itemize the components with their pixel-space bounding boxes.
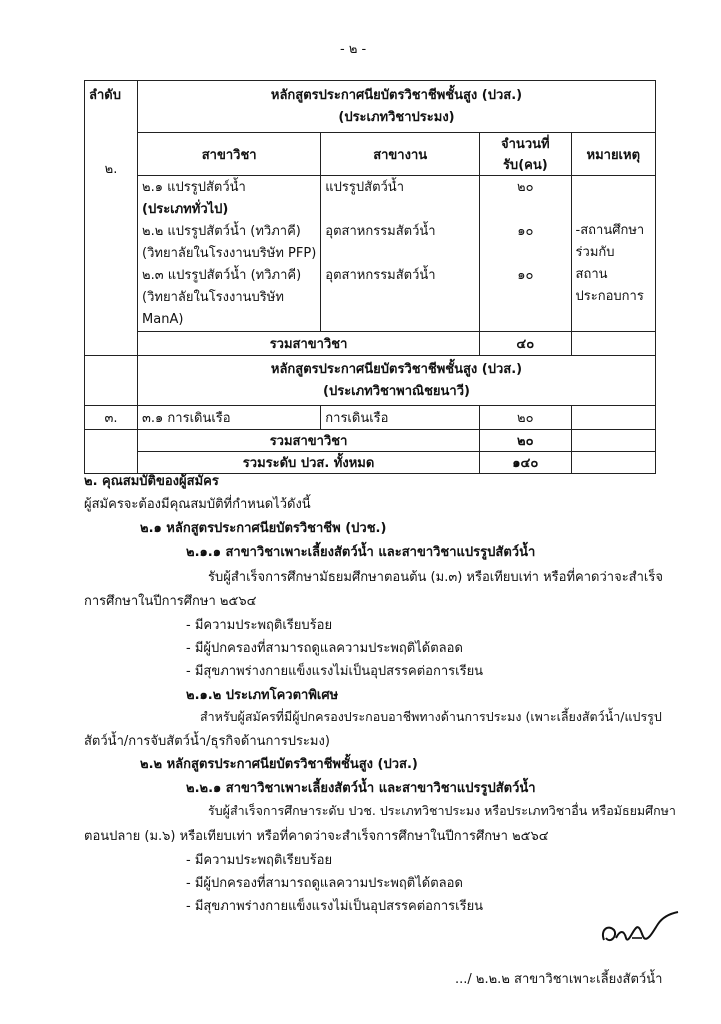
- quota-cell: ๒๐: [480, 406, 571, 430]
- section-title-line: หลักสูตรประกาศนียบัตรวิชาชีพชั้นสูง (ปวส.): [270, 361, 523, 377]
- field-cell: การเดินเรือ: [321, 406, 480, 430]
- subtotal-label: รวมสาขาวิชา: [138, 332, 480, 356]
- subtotal-label: รวมสาขาวิชา: [138, 430, 480, 452]
- para-2-1-2-line2: สัตว์น้ำ/การจับสัตว์น้ำ/ธุรกิจด้านการประมง): [84, 734, 330, 749]
- intro-text: ผู้สมัครจะต้องมีคุณสมบัติที่กำหนดไว้ดังนี้: [84, 497, 311, 512]
- field-cell: อุตสาหกรรมสัตว์น้ำ: [325, 224, 436, 239]
- bullet-item: - มีผู้ปกครองที่สามารถดูแลความประพฤติได้ตลอด: [186, 876, 463, 891]
- bullet-item: - มีสุขภาพร่างกายแข็งแรงไม่เป็นอุปสรรคต่อการเรียน: [186, 899, 484, 914]
- quota-cell: ๑๐: [517, 224, 534, 239]
- order-header: ลำดับ: [89, 88, 121, 103]
- heading-2-1-1: ๒.๑.๑ สาขาวิชาเพาะเลี้ยงสัตว์น้ำ และสาขาวิชาแปรรูปสัตว์น้ำ: [186, 545, 536, 560]
- remark-line: ร่วมกับ: [575, 245, 615, 260]
- heading-2-1: ๒.๑ หลักสูตรประกาศนียบัตรวิชาชีพ (ปวช.): [140, 521, 387, 536]
- bullet-item: - มีความประพฤติเรียบร้อย: [186, 618, 333, 633]
- program-line: (วิทยาลัยในโรงงานบริษัท PFP): [142, 246, 317, 261]
- grand-total-value: ๑๔๐: [480, 452, 571, 474]
- table-row: [85, 176, 656, 222]
- order-column: [85, 81, 138, 356]
- program-line: ๒.๒ แปรรูปสัตว์น้ำ (ทวิภาคี): [142, 224, 301, 239]
- quota-cell: ๑๐: [517, 268, 534, 283]
- bullet-item: - มีสุขภาพร่างกายแข็งแรงไม่เป็นอุปสรรคต่อการเรียน: [186, 664, 484, 679]
- program-line: ManA): [142, 312, 184, 327]
- continuation-footer: .../ ๒.๒.๒ สาขาวิชาเพาะเลี้ยงสัตว์น้ำ: [455, 972, 663, 987]
- section-title-maritime: [138, 356, 656, 406]
- section-title-line: หลักสูตรประกาศนียบัตรวิชาชีพชั้นสูง (ปวส.): [270, 87, 523, 103]
- para-2-1-2-line1: สำหรับผู้สมัครที่มีผู้ปกครองประกอบอาชีพทางด้านการประมง (เพาะเลี้ยงสัตว์น้ำ/แปรรูป: [200, 709, 662, 724]
- bullet-item: - มีผู้ปกครองที่สามารถดูแลความประพฤติได้ตลอด: [186, 641, 463, 656]
- program-cell: ๓.๑ การเดินเรือ: [138, 406, 321, 430]
- field-cell: แปรรูปสัตว์น้ำ: [325, 180, 404, 195]
- para-2-2-1-line2: ตอนปลาย (ม.๖) หรือเทียบเท่า หรือที่คาดว่าจะสำเร็จการศึกษาในปีการศึกษา ๒๕๖๔: [84, 829, 549, 844]
- program-line: ๒.๑ แปรรูปสัตว์น้ำ: [142, 180, 246, 195]
- section-subtitle-line: (ประเภทวิชาประมง): [338, 109, 455, 125]
- program-line: ๒.๓ แปรรูปสัตว์น้ำ (ทวิภาคี): [142, 268, 302, 283]
- header-quota: จำนวนที่รับ(คน): [480, 133, 571, 176]
- heading-2-2-1: ๒.๒.๑ สาขาวิชาเพาะเลี้ยงสัตว์น้ำ และสาขาวิชาแปรรูปสัตว์น้ำ: [186, 781, 536, 796]
- section-subtitle-line: (ประเภทวิชาพาณิชยนาวี): [323, 383, 470, 399]
- subtotal-row: [85, 332, 656, 356]
- heading-2-1-2: ๒.๑.๒ ประเภทโควตาพิเศษ: [186, 688, 339, 703]
- program-line: (ประเภททั่วไป): [142, 202, 229, 217]
- header-field: สาขางาน: [321, 133, 480, 176]
- para-2-2-1-line1: รับผู้สำเร็จการศึกษาระดับ ปวช. ประเภทวิชาประมง หรือประเภทวิชาอื่น หรือมัธยมศึกษา: [208, 803, 676, 818]
- bullet-item: - มีความประพฤติเรียบร้อย: [186, 853, 333, 868]
- quota-cell: ๒๐: [517, 180, 534, 195]
- subtotal-value: ๒๐: [480, 430, 571, 452]
- remark-line: สถาน: [575, 267, 608, 282]
- remark-line: -สถานศึกษา: [575, 223, 645, 238]
- remark-line: ประกอบการ: [575, 289, 644, 304]
- table-row: [85, 221, 656, 265]
- program-line: (วิทยาลัยในโรงงานบริษัท: [142, 290, 284, 305]
- para-2-1-1-line2: การศึกษาในปีการศึกษา ๒๕๖๔: [84, 594, 257, 609]
- field-cell: อุตสาหกรรมสัตว์น้ำ: [325, 268, 436, 283]
- page-number: - ๒ -: [340, 42, 367, 57]
- grand-total-label: รวมระดับ ปวส. ทั้งหมด: [138, 452, 480, 474]
- order-2: ๒.: [104, 162, 118, 177]
- order-3: ๓.: [85, 406, 138, 430]
- header-program: สาขาวิชา: [138, 133, 321, 176]
- handwritten-signature: [598, 908, 684, 954]
- heading-2: ๒. คุณสมบัติของผู้สมัคร: [84, 474, 219, 489]
- subtotal-row: [85, 430, 656, 452]
- para-2-1-1-line1: รับผู้สำเร็จการศึกษามัธยมศึกษาตอนต้น (ม.๓) หรือเทียบเท่า หรือที่คาดว่าจะสำเร็จ: [208, 570, 663, 585]
- remark-cell: [571, 176, 655, 332]
- header-remark: หมายเหตุ: [571, 133, 655, 176]
- section-title-fisheries: [138, 81, 656, 133]
- table-row: [85, 406, 656, 430]
- quota-table: [84, 80, 656, 474]
- heading-2-2: ๒.๒ หลักสูตรประกาศนียบัตรวิชาชีพชั้นสูง (ปวส.): [140, 757, 418, 772]
- table-row: [85, 265, 656, 332]
- subtotal-value: ๔๐: [480, 332, 571, 356]
